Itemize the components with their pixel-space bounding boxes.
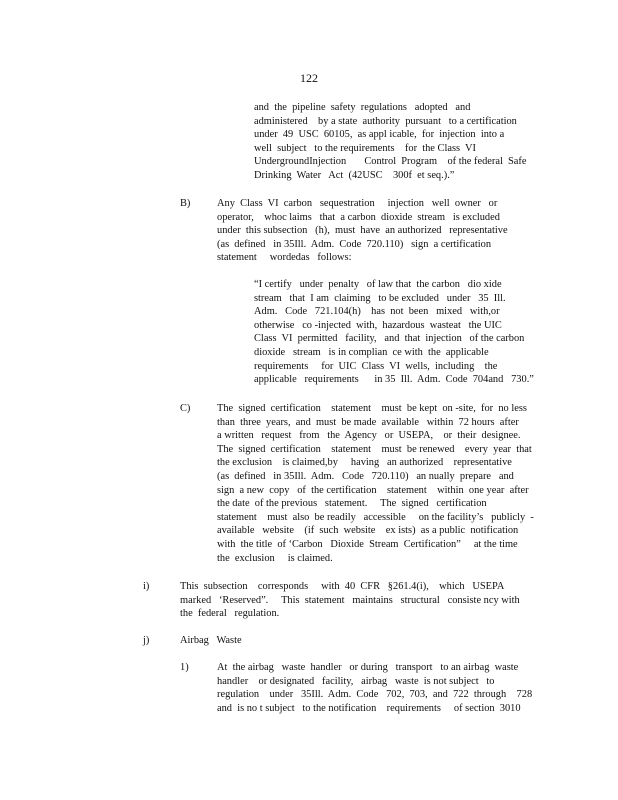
item-i-marker: i) <box>143 581 150 592</box>
text-line: (as defined in 35Ill. Adm. Code 720.110) an nually prepare and <box>217 470 514 482</box>
text-line: dioxide stream is in complian ce with the applicable <box>254 346 489 358</box>
item-j-marker: j) <box>143 635 150 646</box>
item-b-paragraph <box>217 197 557 265</box>
item-i-paragraph <box>180 580 560 621</box>
text-line: statement wordedas follows: <box>217 252 352 264</box>
text-line: statement must also be readily accessible on the facility’s publicly - <box>217 511 534 523</box>
text-line: Airbag Waste <box>180 635 242 646</box>
text-line: At the airbag waste handler or during transport to an airbag waste <box>217 662 519 673</box>
text-line: marked ‘Reserved”. This statement maintains structural consiste ncy with <box>180 594 520 606</box>
item-j-heading <box>180 634 560 648</box>
text-line: sign a new copy of the certification statement within one year after <box>217 484 529 496</box>
item-j1-paragraph <box>217 661 557 715</box>
text-line: the federal regulation. <box>180 608 280 620</box>
text-line: UndergroundInjection Control Program of the federal Safe <box>254 156 527 168</box>
text-line: than three years, and must be made available within 72 hours after <box>217 416 519 428</box>
text-line: under 49 USC 60105, as appl icable, for injection into a <box>254 129 505 141</box>
text-line: otherwise co -injected with, hazardous wasteat the UIC <box>254 319 502 331</box>
text-line: Class VI permitted facility, and that injection of the carbon <box>254 333 525 345</box>
text-line: well subject to the requirements for the Class VI <box>254 142 477 154</box>
text-line: the date of the previous statement. The signed certification <box>217 498 487 510</box>
text-line: a written request from the Agency or USEPA, or their designee. <box>217 430 521 442</box>
text-line: administered by a state authority pursuant to a certification <box>254 115 517 127</box>
text-line: the exclusion is claimed. <box>217 552 333 564</box>
text-line: requirements for UIC Class VI wells, including the <box>254 360 498 372</box>
item-c-marker: C) <box>180 403 191 414</box>
item-b-marker: B) <box>180 198 191 209</box>
text-line: (as defined in 35Ill. Adm. Code 720.110) sign a certification <box>217 238 492 250</box>
text-line: and is no t subject to the notification requirements of section 3010 <box>217 702 521 714</box>
text-line: Any Class VI carbon sequestration injection well owner or <box>217 198 498 209</box>
text-line: available website (if such website ex ists) as a public notification <box>217 525 519 537</box>
text-line: operator, whoc laims that a carbon dioxide stream is excluded <box>217 211 500 223</box>
text-line: “I certify under penalty of law that the carbon dio xide <box>254 279 502 290</box>
text-line: Adm. Code 721.104(h) has not been mixed with,or <box>254 306 500 318</box>
text-line: The signed certification statement must be kept on -site, for no less <box>217 403 527 414</box>
text-line: regulation under 35Ill. Adm. Code 702, 703, and 722 through 728 <box>217 689 533 701</box>
item-j1-marker: 1) <box>180 662 189 673</box>
text-line: stream that I am claiming to be excluded under 35 Ill. <box>254 292 506 304</box>
text-line: This subsection corresponds with 40 CFR §261.4(i), which USEPA <box>180 581 505 592</box>
text-line: the exclusion is claimed,by having an authorized representative <box>217 457 512 469</box>
text-line: The signed certification statement must be renewed every year that <box>217 443 532 455</box>
text-line: and the pipeline safety regulations adopted and <box>254 102 471 113</box>
text-line: with the title of ‘Carbon Dioxide Stream Certification” at the time <box>217 538 518 550</box>
text-line: Drinking Water Act (42USC 300f et seq.).” <box>254 169 455 181</box>
continuation-paragraph <box>254 101 554 183</box>
item-c-paragraph <box>217 402 557 565</box>
text-line: applicable requirements in 35 Ill. Adm. Code 704and 730.” <box>254 374 534 386</box>
text-line: handler or designated facility, airbag waste is not subject to <box>217 675 495 687</box>
page-number: 122 <box>300 71 318 85</box>
item-b-quote <box>254 278 554 387</box>
text-line: under this subsection (h), must have an authorized representative <box>217 225 508 237</box>
